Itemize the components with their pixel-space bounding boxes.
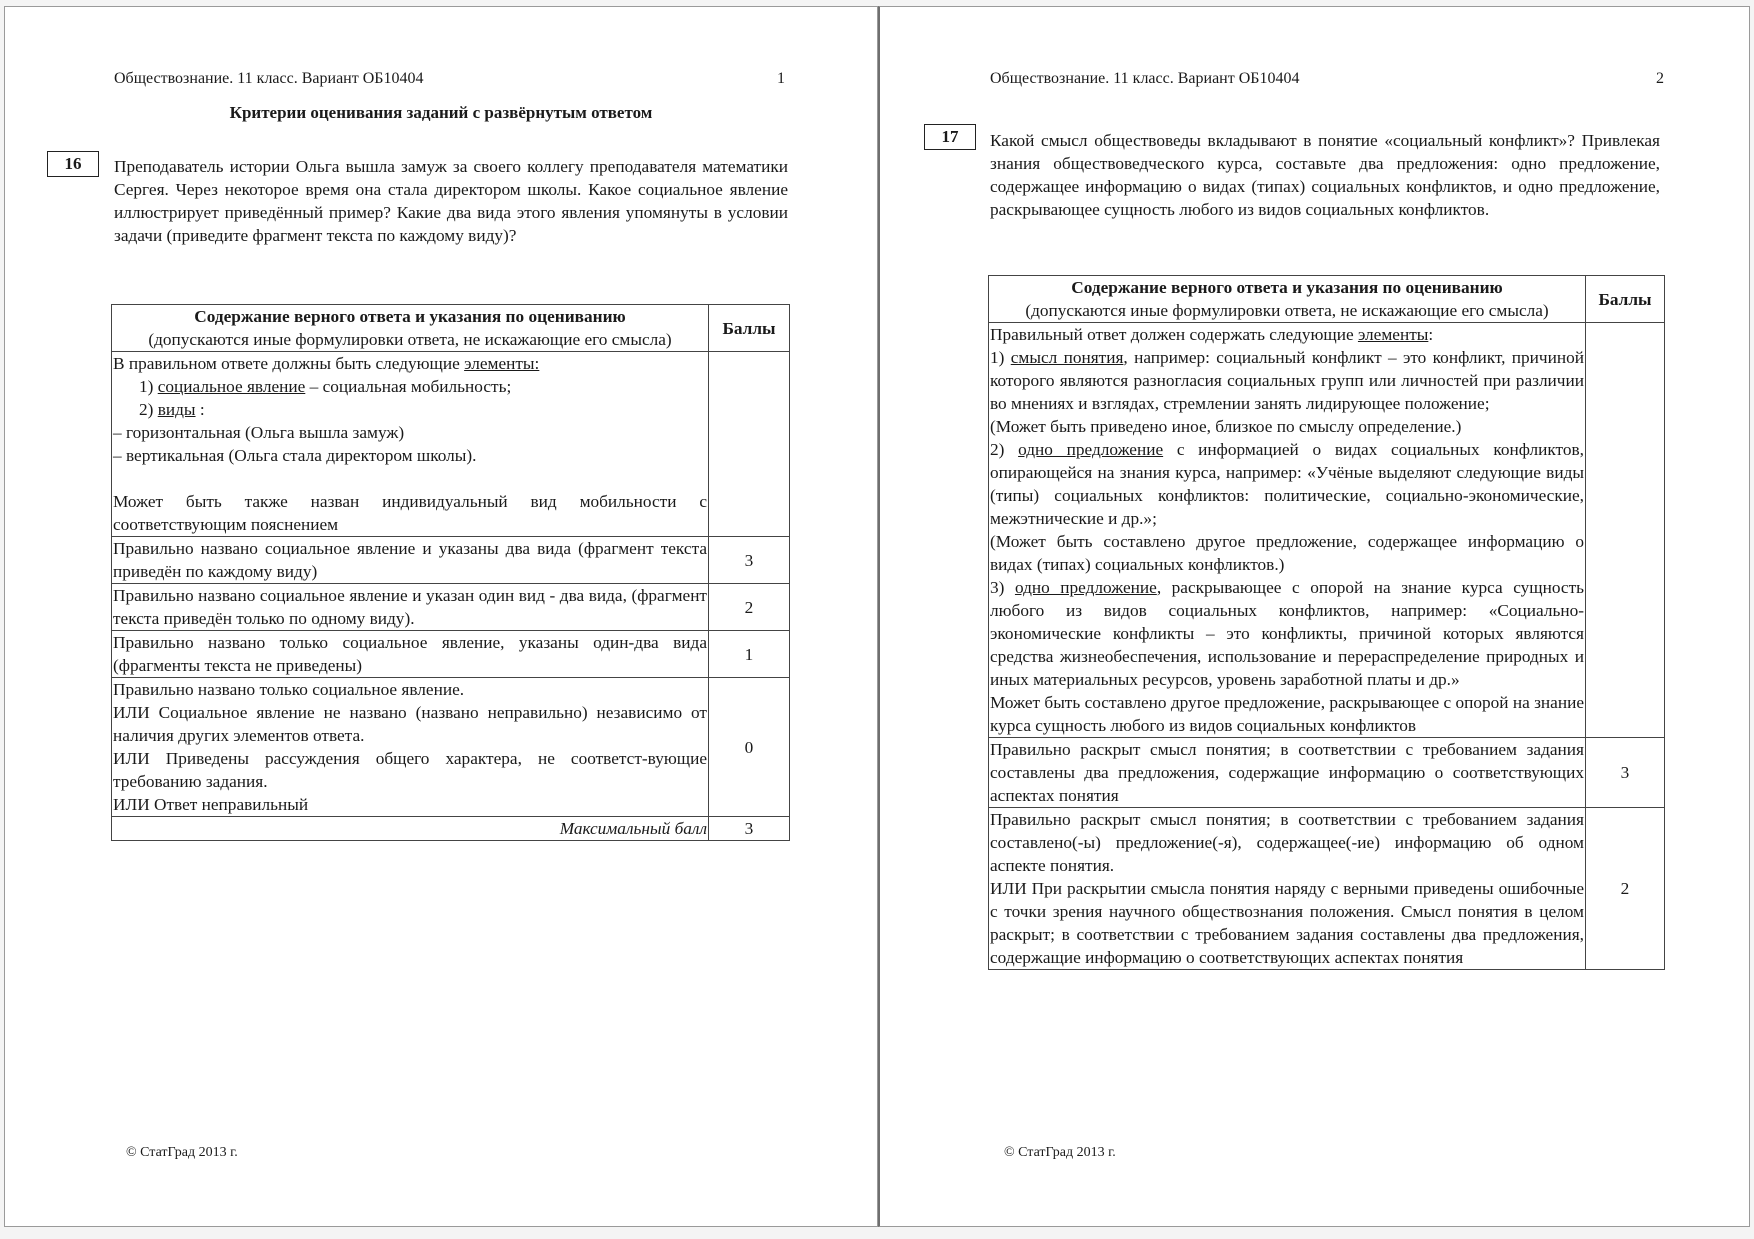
score-header: Баллы <box>1586 276 1665 323</box>
content-header-note: (допускаются иные формулировки ответа, не искажающие его смысла) <box>148 330 672 349</box>
answer-content-row <box>112 352 790 537</box>
answer-element-1: 1) смысл понятия, например: социальный конфликт – это конфликт, причиной которого являются разногласия социальных групп или личностей при различии во мнениях и взглядах, стремлении занять лидирующее положение; <box>990 348 1584 413</box>
criterion-text: Правильно раскрыт смысл понятия; в соответствии с требованием задания составлено(-ы) предложение(-я), содержащее(-ие) информацию об одном аспекте понятия. ИЛИ При раскрытии смысла понятия наряду с верными приведены ошибочные с точки зрения научного обществознания положения. Смысл понятия в целом раскрыт; в соответствии с требованием задания составлены два предложения, содержащие информацию о соответствующих аспектах понятия <box>989 808 1586 970</box>
table-header-row <box>989 276 1665 323</box>
criteria-table <box>988 275 1665 970</box>
spacer <box>113 467 707 490</box>
page-number: 1 <box>777 70 785 87</box>
answer-content-row <box>989 323 1665 738</box>
score-value: 2 <box>709 584 790 631</box>
score-row-3 <box>989 738 1665 808</box>
answer-element-3-note: Может быть составлено другое предложение, раскрывающее с опорой на знание курса сущность любого из видов социальных конфликтов <box>990 693 1584 735</box>
answer-content-cell <box>112 352 709 537</box>
score-value: 3 <box>709 537 790 584</box>
page-1 <box>4 6 878 1227</box>
score-row-0 <box>112 678 790 817</box>
score-header: Баллы <box>709 305 790 352</box>
max-score-value: 3 <box>709 817 790 841</box>
page-title: Критерии оценивания заданий с развёрнутым ответом <box>229 103 653 122</box>
content-header-title: Содержание верного ответа и указания по оцениванию <box>194 307 626 326</box>
answer-element-2-note: (Может быть составлено другое предложение, содержащее информацию о видах (типах) социальных конфликтов.) <box>990 532 1584 574</box>
table-header-row <box>112 305 790 352</box>
copyright: © СтатГрад 2013 г. <box>1004 1145 1116 1160</box>
content-header-title: Содержание верного ответа и указания по оцениванию <box>1071 278 1503 297</box>
copyright: © СтатГрад 2013 г. <box>126 1145 238 1160</box>
criteria-table <box>111 304 790 841</box>
score-row-3 <box>112 537 790 584</box>
answer-element-2: 2) одно предложение с информацией о видах социальных конфликтов, опирающейся на знания курса, например: «Учёные выделяют следующие виды (типы) социальных конфликтов: политические, социально-экономические, межэтнические и др.»; <box>990 440 1585 528</box>
page-number: 2 <box>1656 70 1664 87</box>
score-row-1 <box>112 631 790 678</box>
score-value: 1 <box>709 631 790 678</box>
answer-element-2: 2) виды : <box>139 400 205 419</box>
empty-score-cell <box>709 352 790 537</box>
answer-intro: Правильный ответ должен содержать следующие элементы: <box>990 325 1434 344</box>
score-row-2 <box>112 584 790 631</box>
answer-element-1-note: (Может быть приведено иное, близкое по смыслу определение.) <box>990 417 1462 436</box>
task-number-box: 17 <box>924 124 976 150</box>
content-header <box>112 305 709 352</box>
content-header-note: (допускаются иные формулировки ответа, не искажающие его смысла) <box>1025 301 1549 320</box>
running-header: Обществознание. 11 класс. Вариант ОБ10404 <box>990 70 1300 87</box>
score-value: 2 <box>1586 808 1665 970</box>
task-question: Преподаватель истории Ольга вышла замуж за своего коллегу преподавателя математики Сергея. Через некоторое время она стала директором школы. Какое социальное явление иллюстрирует приведённый пример? Какие два вида этого явления упомянуты в условии задачи (приведите фрагмент текста по каждому виду)? <box>114 157 788 245</box>
score-row-2 <box>989 808 1665 970</box>
answer-subitem-vertical: – вертикальная (Ольга стала директором школы). <box>113 446 477 465</box>
answer-element-1: 1) социальное явление – социальная мобильность; <box>139 377 512 396</box>
criterion-text: Правильно названо социальное явление и указаны два вида (фрагмент текста приведён по каждому виду) <box>112 537 709 584</box>
running-header: Обществознание. 11 класс. Вариант ОБ10404 <box>114 70 424 87</box>
answer-content-cell <box>989 323 1586 738</box>
task-number-box: 16 <box>47 151 99 177</box>
max-score-label: Максимальный балл <box>112 817 709 841</box>
task-question: Какой смысл обществоведы вкладывают в понятие «социальный конфликт»? Привлекая знания обществоведческого курса, составьте два предложения: одно предложение, содержащее информацию о видах (типах) социальных конфликтов, и одно предложение, раскрывающее сущность любого из видов социальных конфликтов. <box>990 131 1660 219</box>
answer-note: Может быть также назван индивидуальный вид мобильности с соответствующим пояснением <box>113 492 707 534</box>
answer-intro: В правильном ответе должны быть следующие элементы: <box>113 354 540 373</box>
criterion-text: Правильно раскрыт смысл понятия; в соответствии с требованием задания составлены два предложения, содержащие информацию о соответствующих аспектах понятия <box>989 738 1586 808</box>
answer-subitem-horizontal: – горизонтальная (Ольга вышла замуж) <box>113 423 405 442</box>
score-value: 0 <box>709 678 790 817</box>
max-score-row <box>112 817 790 841</box>
criterion-text: Правильно названо социальное явление и указан один вид - два вида, (фрагмент текста приведён только по одному виду). <box>112 584 709 631</box>
score-value: 3 <box>1586 738 1665 808</box>
criterion-text: Правильно названо только социальное явление, указаны один-два вида (фрагменты текста не приведены) <box>112 631 709 678</box>
content-header <box>989 276 1586 323</box>
empty-score-cell <box>1586 323 1665 738</box>
page-2 <box>878 6 1750 1227</box>
criterion-text: Правильно названо только социальное явление. ИЛИ Социальное явление не названо (названо неправильно) независимо от наличия других элементов ответа. ИЛИ Приведены рассуждения общего характера, не соответст-вующие требованию задания. ИЛИ Ответ неправильный <box>112 678 709 817</box>
answer-element-3: 3) одно предложение, раскрывающее с опорой на знание курса сущность любого из видов социальных конфликтов, например: «Социально-экономические конфликты – это конфликты, причиной которых являются средства жизнеобеспечения, использование и перераспределение природных и иных материальных ресурсов, уровень заработной платы и др.» <box>990 578 1585 689</box>
